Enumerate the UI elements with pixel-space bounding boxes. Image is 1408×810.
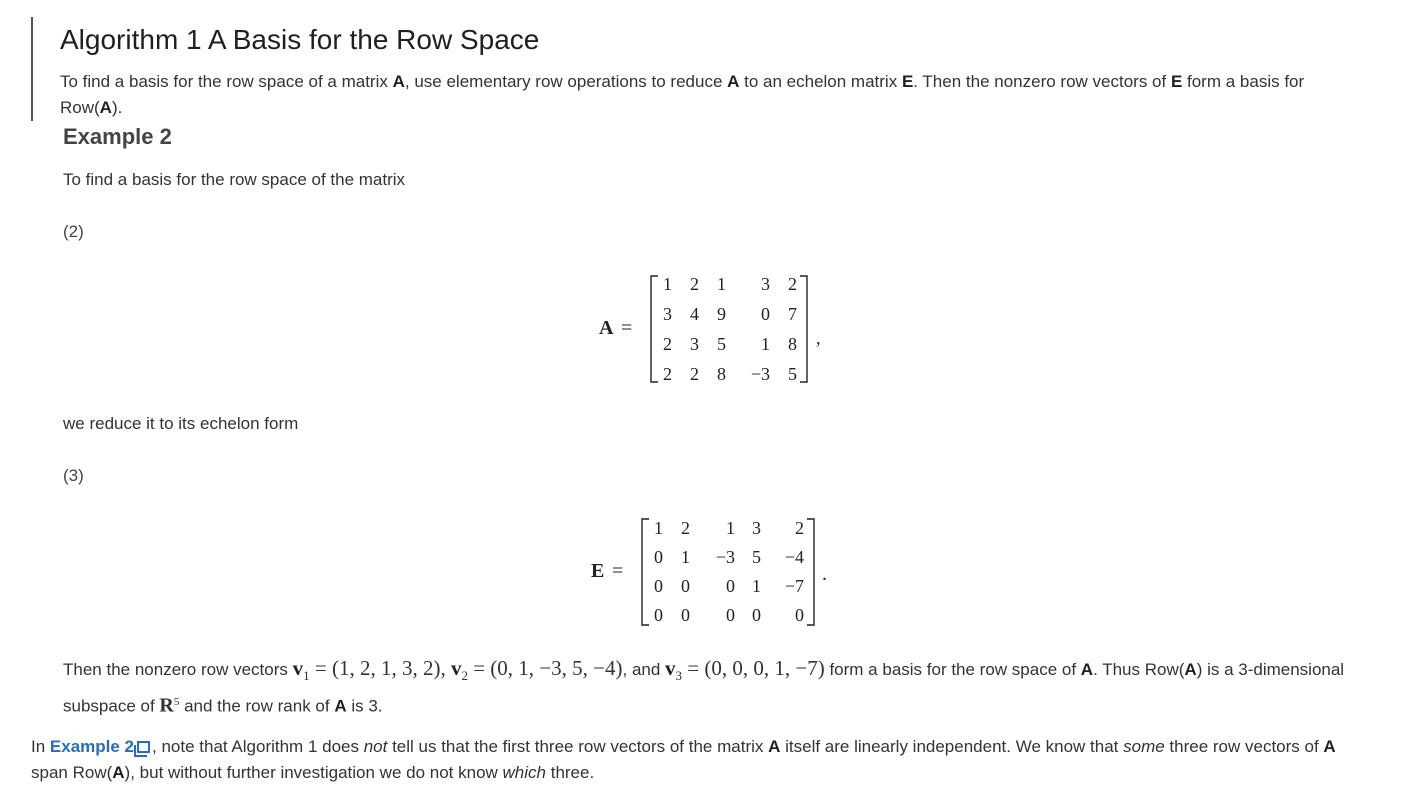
algorithm-title: Algorithm 1 A Basis for the Row Space [60, 24, 540, 55]
matrix-a-comma: , [816, 328, 821, 348]
matrix-a [599, 274, 821, 384]
example-title: Example 2 [63, 124, 172, 149]
external-link-icon [137, 741, 150, 753]
matA-cell: 1 [717, 274, 726, 294]
matE-cell: 2 [795, 518, 804, 538]
matE-cell: 1 [726, 518, 735, 538]
matA-cell: 0 [761, 304, 770, 324]
matA-cell: 8 [717, 364, 726, 384]
matrix-e-left-bracket [642, 519, 649, 625]
matrix-e-equals: = [612, 560, 624, 582]
matA-cell: 9 [717, 304, 726, 324]
matE-cell: −3 [715, 547, 735, 567]
matrix-e-period: . [822, 563, 827, 585]
matrix-a-left-bracket [651, 276, 658, 382]
matE-cell: 1 [654, 518, 663, 538]
matE-cell: 0 [654, 576, 663, 596]
matA-cell: 8 [788, 334, 797, 354]
matE-cell: 0 [654, 605, 663, 625]
matA-cell: 4 [690, 304, 699, 324]
matE-cell: 1 [681, 547, 690, 567]
matE-cell: 0 [681, 576, 690, 596]
matA-cell: 2 [690, 364, 699, 384]
matA-cell: 5 [788, 364, 797, 384]
example-2-link[interactable]: Example 2 [50, 737, 152, 756]
equation-number-2: (2) [63, 222, 84, 241]
matE-cell: −7 [784, 576, 804, 596]
matE-cell: 0 [681, 605, 690, 625]
matA-cell: 1 [663, 274, 672, 294]
matA-cell: −3 [750, 364, 770, 384]
matA-cell: 2 [663, 334, 672, 354]
matrix-e [591, 518, 827, 625]
matE-cell: 5 [752, 547, 761, 567]
matA-cell: 7 [788, 304, 797, 324]
matE-cell: 0 [752, 605, 761, 625]
matA-cell: 2 [788, 274, 797, 294]
matA-cell: 2 [690, 274, 699, 294]
matrix-a-equals: = [621, 317, 633, 339]
final-paragraph: In Example 2 , note that Algorithm 1 does not tell us that the first three row vectors of the matrix A itself are linearly independent. We know that some three row vectors of A span Row(A), but without further investigation we do not know which three. [31, 737, 1336, 782]
matE-cell: 0 [795, 605, 804, 625]
echelon-intro: we reduce it to its echelon form [63, 414, 299, 433]
matA-cell: 3 [761, 274, 770, 294]
equation-number-3: (3) [63, 466, 84, 485]
matA-cell: 3 [663, 304, 672, 324]
matrix-e-name: E [591, 560, 605, 582]
matrix-a-name: A [599, 317, 614, 339]
matE-cell: −4 [784, 547, 804, 567]
matA-cell: 2 [663, 364, 672, 384]
matE-cell: 0 [726, 576, 735, 596]
matrix-a-right-bracket [800, 276, 807, 382]
matE-cell: 0 [726, 605, 735, 625]
matE-cell: 3 [752, 518, 761, 538]
matE-cell: 2 [681, 518, 690, 538]
matE-cell: 0 [654, 547, 663, 567]
matrix-e-right-bracket [807, 519, 814, 625]
matE-cell: 1 [752, 576, 761, 596]
matA-cell: 5 [717, 334, 726, 354]
matA-cell: 3 [690, 334, 699, 354]
algorithm-body: To find a basis for the row space of a matrix A, use elementary row operations to reduce A to an echelon matrix E. Then the nonzero row vectors of E form a basis for Row(A). [60, 72, 1305, 117]
example-intro: To find a basis for the row space of the matrix [63, 170, 406, 189]
matA-cell: 1 [761, 334, 770, 354]
example-conclusion: Then the nonzero row vectors $v_1 = (1$, 2, 1, 3, 2), $v_2 = (0$, 1, −3, 5, −4), and $v_3 = (0$, 0, 0, 1, −7) form a basis for the row space of A. Thus Row(A) is a 3-dimensional subspace of $R^5$ and the row rank of A is 3. [63, 656, 1345, 717]
